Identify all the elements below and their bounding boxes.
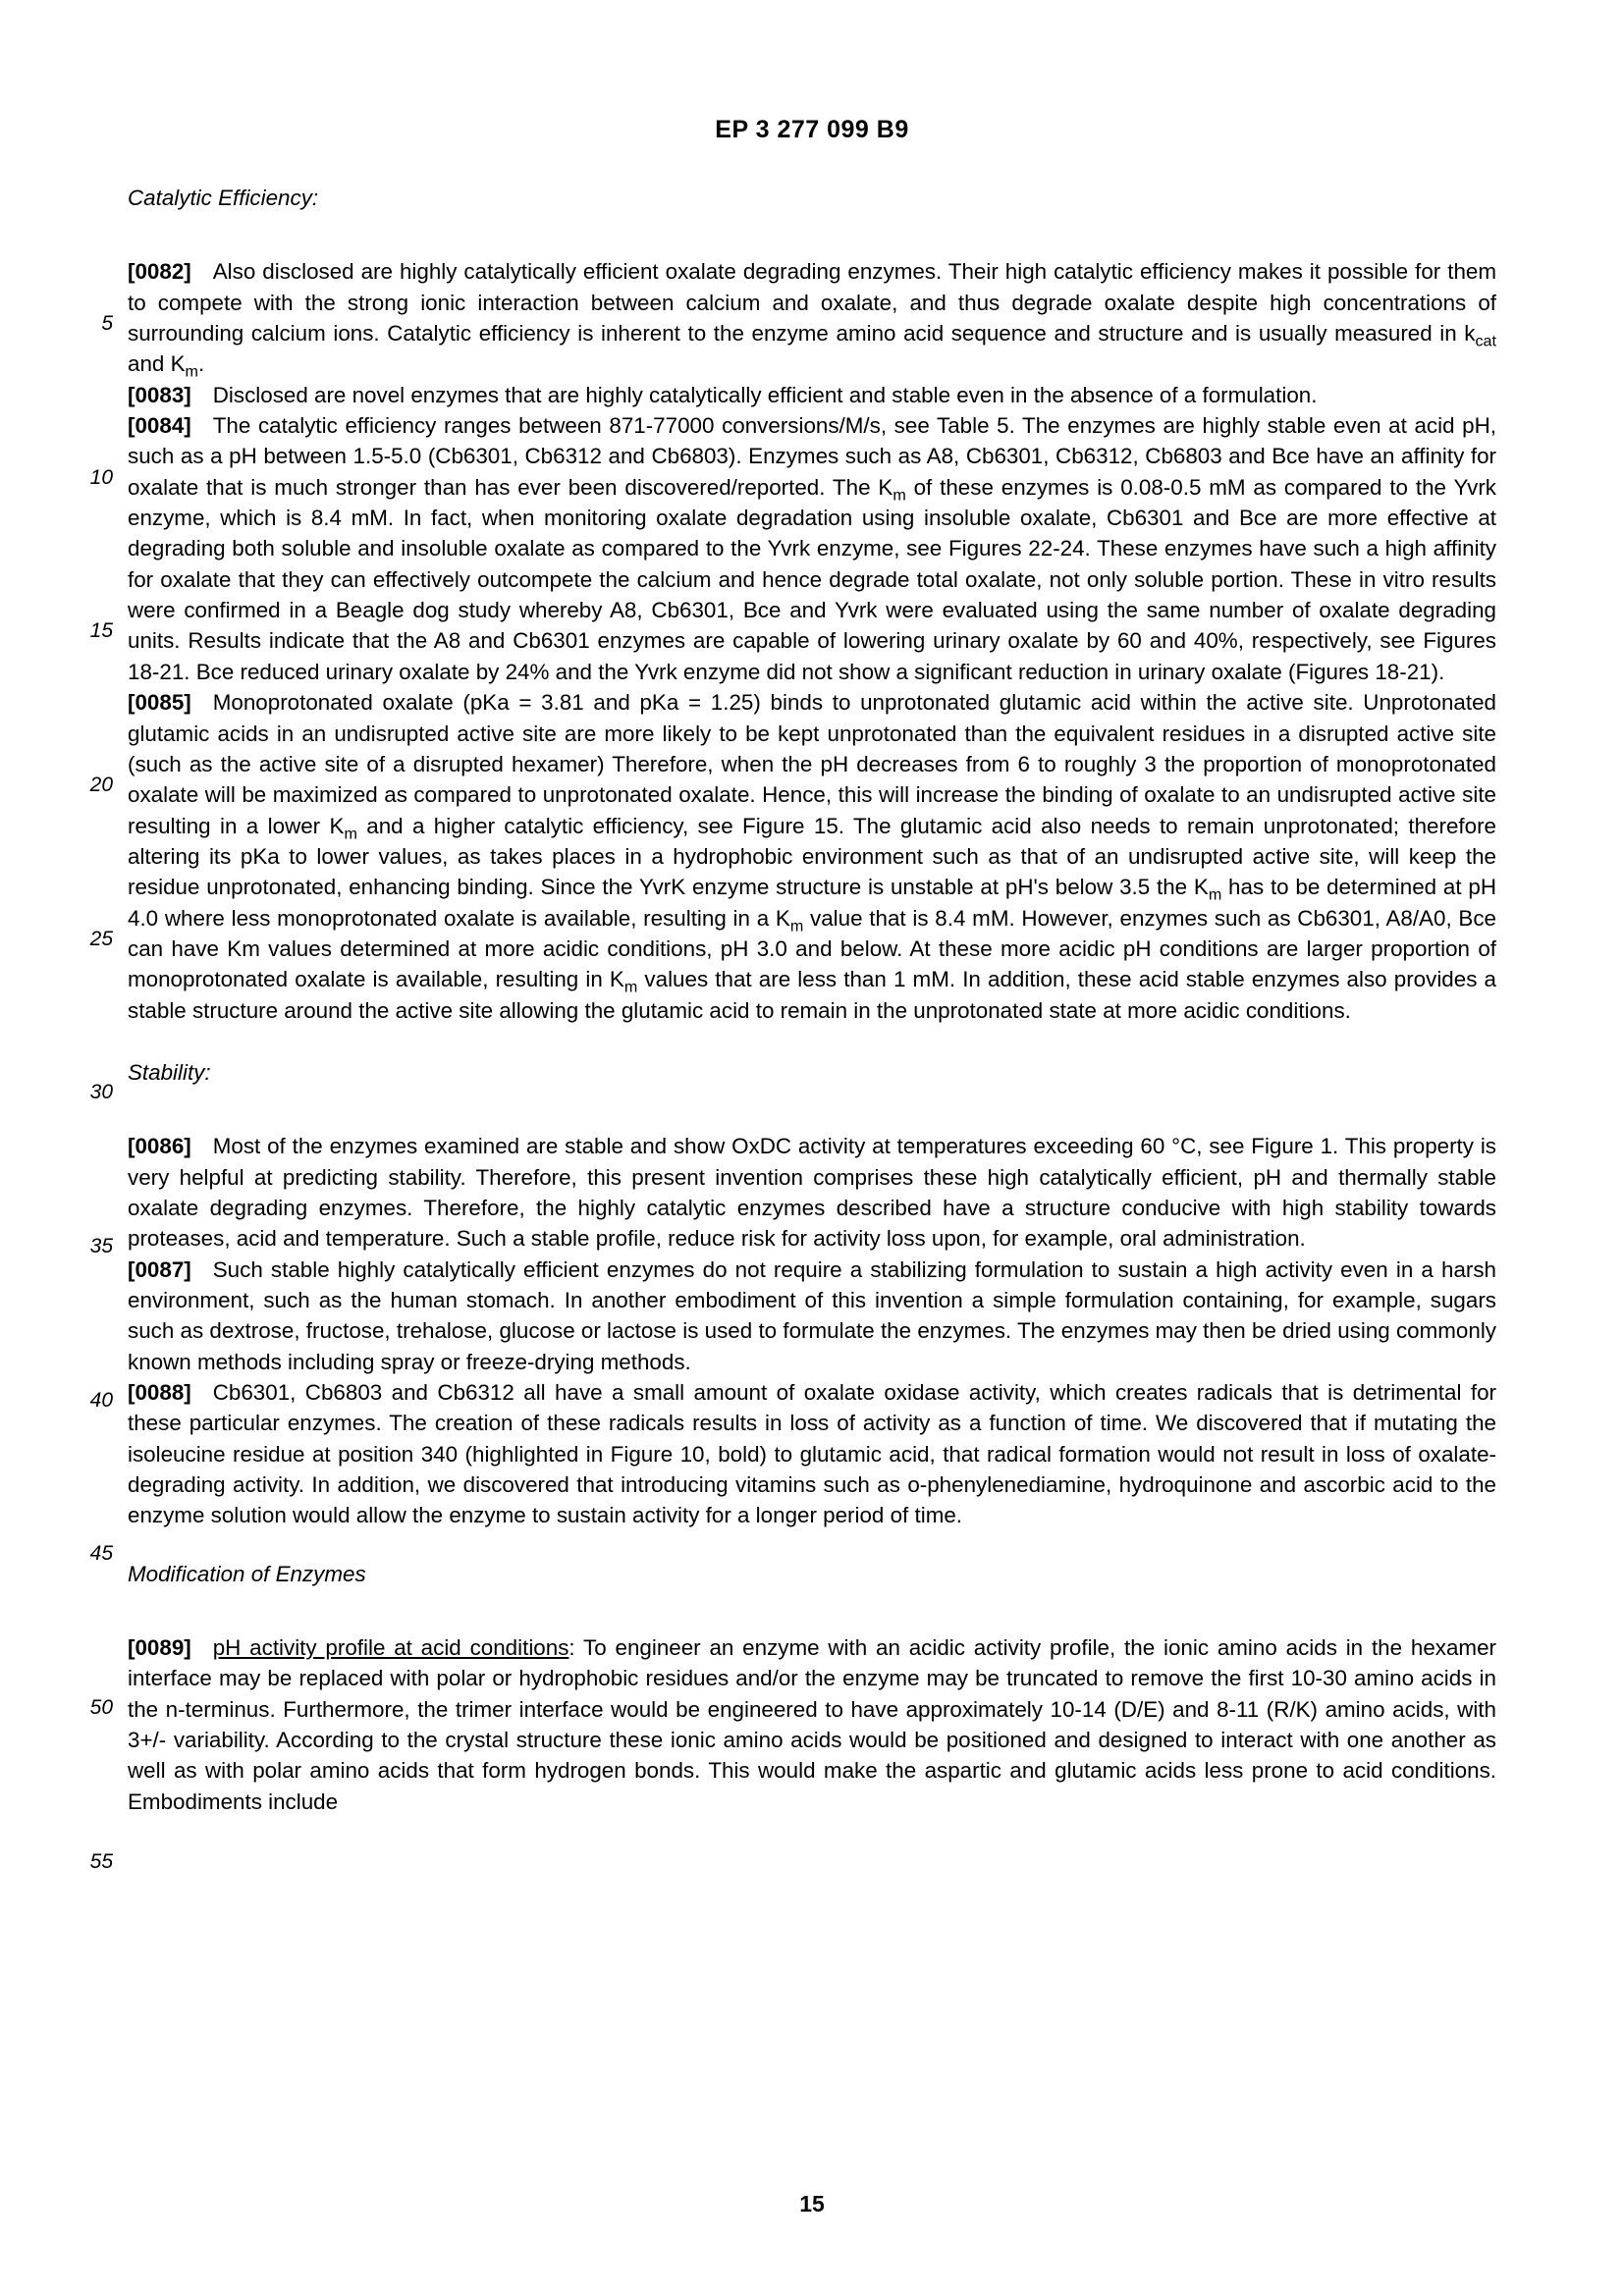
paragraph-0085 xyxy=(128,687,1496,1026)
paragraph-number: [0083] xyxy=(128,382,191,407)
paragraph-number: [0089] xyxy=(128,1635,191,1661)
line-number: 40 xyxy=(89,1389,113,1412)
line-number: 10 xyxy=(89,466,113,489)
paragraph-0087 xyxy=(128,1255,1496,1377)
page-number: 15 xyxy=(799,2191,825,2216)
line-number: 35 xyxy=(89,1235,113,1257)
paragraph-number: [0084] xyxy=(128,413,191,439)
page-footer xyxy=(128,2191,1496,2217)
paragraph-text: Most of the enzymes examined are stable and show OxDC activity at temperatures exceeding 60 °C, see Figure 1. This property is very helpful at predicting stability. Therefore, this present invention comprises these high catalytically efficient, pH and thermally stable oxalate degrading enzymes. Therefore, the highly catalytic enzymes described have a structure conducive with high stability towards proteases, acid and temperature. Such a stable profile, reduce risk for activity loss upon, for example, oral administration. xyxy=(128,1134,1496,1252)
line-number: 55 xyxy=(89,1850,113,1873)
line-number: 25 xyxy=(89,928,113,950)
paragraph-text: Cb6301, Cb6803 and Cb6312 all have a small amount of oxalate oxidase activity, which creates radicals that is detrimental for these particular enzymes. The creation of these radicals results in loss of activity as a function of time. We discovered that if mutating the isoleucine residue at position 340 (highlighted in Figure 10, bold) to glutamic acid, that radical formation would not result in loss of oxalate-degrading activity. In addition, we discovered that introducing vitamins such as o-phenylenediamine, hydroquinone and ascorbic acid to the enzyme solution would allow the enzyme to sustain activity for a longer period of time. xyxy=(128,1380,1496,1528)
paragraph-0083 xyxy=(128,380,1496,410)
paragraph-number: [0088] xyxy=(128,1380,191,1406)
paragraph-text: pH activity profile at acid conditions: To engineer an enzyme with an acidic activity profile, the ionic amino acids in the hexamer interface may be replaced with polar or hydrophobic residues and/or the enzyme may be truncated to remove the first 10-30 amino acids in the n-terminus. Furthermore, the trimer interface would be engineered to have approximately 10-14 (D/E) and 8-11 (R/K) amino acids, with 3+/- variability. According to the crystal structure these ionic amino acids would be positioned and designed to interact with one another as well as with polar amino acids that form hydrogen bonds. This would make the aspartic and glutamic acids less prone to acid conditions. Embodiments include xyxy=(128,1635,1496,1814)
patent-number: EP 3 277 099 B9 xyxy=(715,116,909,143)
paragraph-text: Also disclosed are highly catalytically efficient oxalate degrading enzymes. Their high catalytic efficiency makes it possible for them to compete with the strong ionic interaction between calcium and oxalate, and thus degrade oxalate despite high concentrations of surrounding calcium ions. Catalytic efficiency is inherent to the enzyme amino acid sequence and structure and is usually measured in $k_{cat}$ and $K_m$. xyxy=(128,259,1496,381)
paragraph-0089 xyxy=(128,1632,1496,1817)
section-heading-modification-of-enzymes: Modification of Enzymes xyxy=(128,1561,366,1586)
line-number: 15 xyxy=(89,619,113,642)
line-number: 45 xyxy=(89,1542,113,1565)
paragraph-0088 xyxy=(128,1377,1496,1531)
paragraph-0084 xyxy=(128,410,1496,687)
paragraph-0082 xyxy=(128,256,1496,379)
paragraph-number: [0086] xyxy=(128,1134,191,1159)
section-heading-stability: Stability: xyxy=(128,1059,211,1085)
paragraph-text: Such stable highly catalytically efficient enzymes do not require a stabilizing formulation to sustain a high activity even in a harsh environment, such as the human stomach. In another embodiment of this invention a simple formulation containing, for example, sugars such as dextrose, fructose, trehalose, glucose or lactose is used to formulate the enzymes. The enzymes may then be dried using commonly known methods including spray or freeze-drying methods. xyxy=(128,1256,1496,1374)
paragraph-number: [0082] xyxy=(128,259,191,285)
paragraph-text: The catalytic efficiency ranges between 871-77000 conversions/M/s, see Table 5. The enzymes are highly stable even at acid pH, such as a pH between 1.5-5.0 (Cb6301, Cb6312 and Cb6803). Enzymes such as A8, Cb6301, Cb6312, Cb6803 and Bce have an affinity for oxalate that is much stronger than has ever been discovered/reported. The $K_m$ of these enzymes is 0.08-0.5 mM as compared to the Yvrk enzyme, which is 8.4 mM. In fact, when monitoring oxalate degradation using insoluble oxalate, Cb6301 and Bce are more effective at degrading both soluble and insoluble oxalate as compared to the Yvrk enzyme, see Figures 22-24. These enzymes have such a high affinity for oxalate that they can effectively outcompete the calcium and hence degrade total oxalate, not only soluble portion. These in vitro results were confirmed in a Beagle dog study whereby A8, Cb6301, Bce and Yvrk were evaluated using the same number of oxalate degrading units. Results indicate that the A8 and Cb6301 enzymes are capable of lowering urinary oxalate by 60 and 40%, respectively, see Figures 18-21. Bce reduced urinary oxalate by 24% and the Yvrk enzyme did not show a significant reduction in urinary oxalate (Figures 18-21). xyxy=(128,413,1496,684)
line-number: 30 xyxy=(89,1081,113,1103)
document-body xyxy=(128,183,1496,1817)
paragraph-text: Monoprotonated oxalate (pKa = 3.81 and pKa = 1.25) binds to unprotonated glutamic acid within the active site. Unprotonated glutamic acids in an undisrupted active site are more likely to be kept unprotonated than the equivalent residues in a disrupted active site (such as the active site of a disrupted hexamer) Therefore, when the pH decreases from 6 to roughly 3 the proportion of monoprotonated oxalate will be maximized as compared to unprotonated oxalate. Hence, this will increase the binding of oxalate to an undisrupted active site resulting in a lower $K_m$ and a higher catalytic efficiency, see Figure 15. The glutamic acid also needs to remain unprotonated; therefore altering its pKa to lower values, as takes places in a hydrophobic environment such as that of an undisrupted active site, will keep the residue unprotonated, enhancing binding. Since the YvrK enzyme structure is unstable at pH's below 3.5 the $K_m$ has to be determined at pH 4.0 where less monoprotonated oxalate is available, resulting in a $K_m$ value that is 8.4 mM. However, enzymes such as Cb6301, A8/A0, Bce can have Km values determined at more acidic conditions, pH 3.0 and below. At these more acidic pH conditions are larger proportion of monoprotonated oxalate is available, resulting in $K_m$ values that are less than 1 mM. In addition, these acid stable enzymes also provides a stable structure around the active site allowing the glutamic acid to remain in the unprotonated state at more acidic conditions. xyxy=(128,690,1496,1023)
section-heading-catalytic-efficiency: Catalytic Efficiency: xyxy=(128,186,319,210)
line-number: 5 xyxy=(101,312,113,335)
line-number: 50 xyxy=(89,1696,113,1719)
paragraph-0086 xyxy=(128,1131,1496,1254)
page-header xyxy=(128,116,1496,144)
line-number: 20 xyxy=(89,774,113,796)
paragraph-number: [0087] xyxy=(128,1256,191,1282)
paragraph-text: Disclosed are novel enzymes that are highly catalytically efficient and stable even in the absence of a formulation. xyxy=(212,382,1318,407)
paragraph-number: [0085] xyxy=(128,690,191,716)
